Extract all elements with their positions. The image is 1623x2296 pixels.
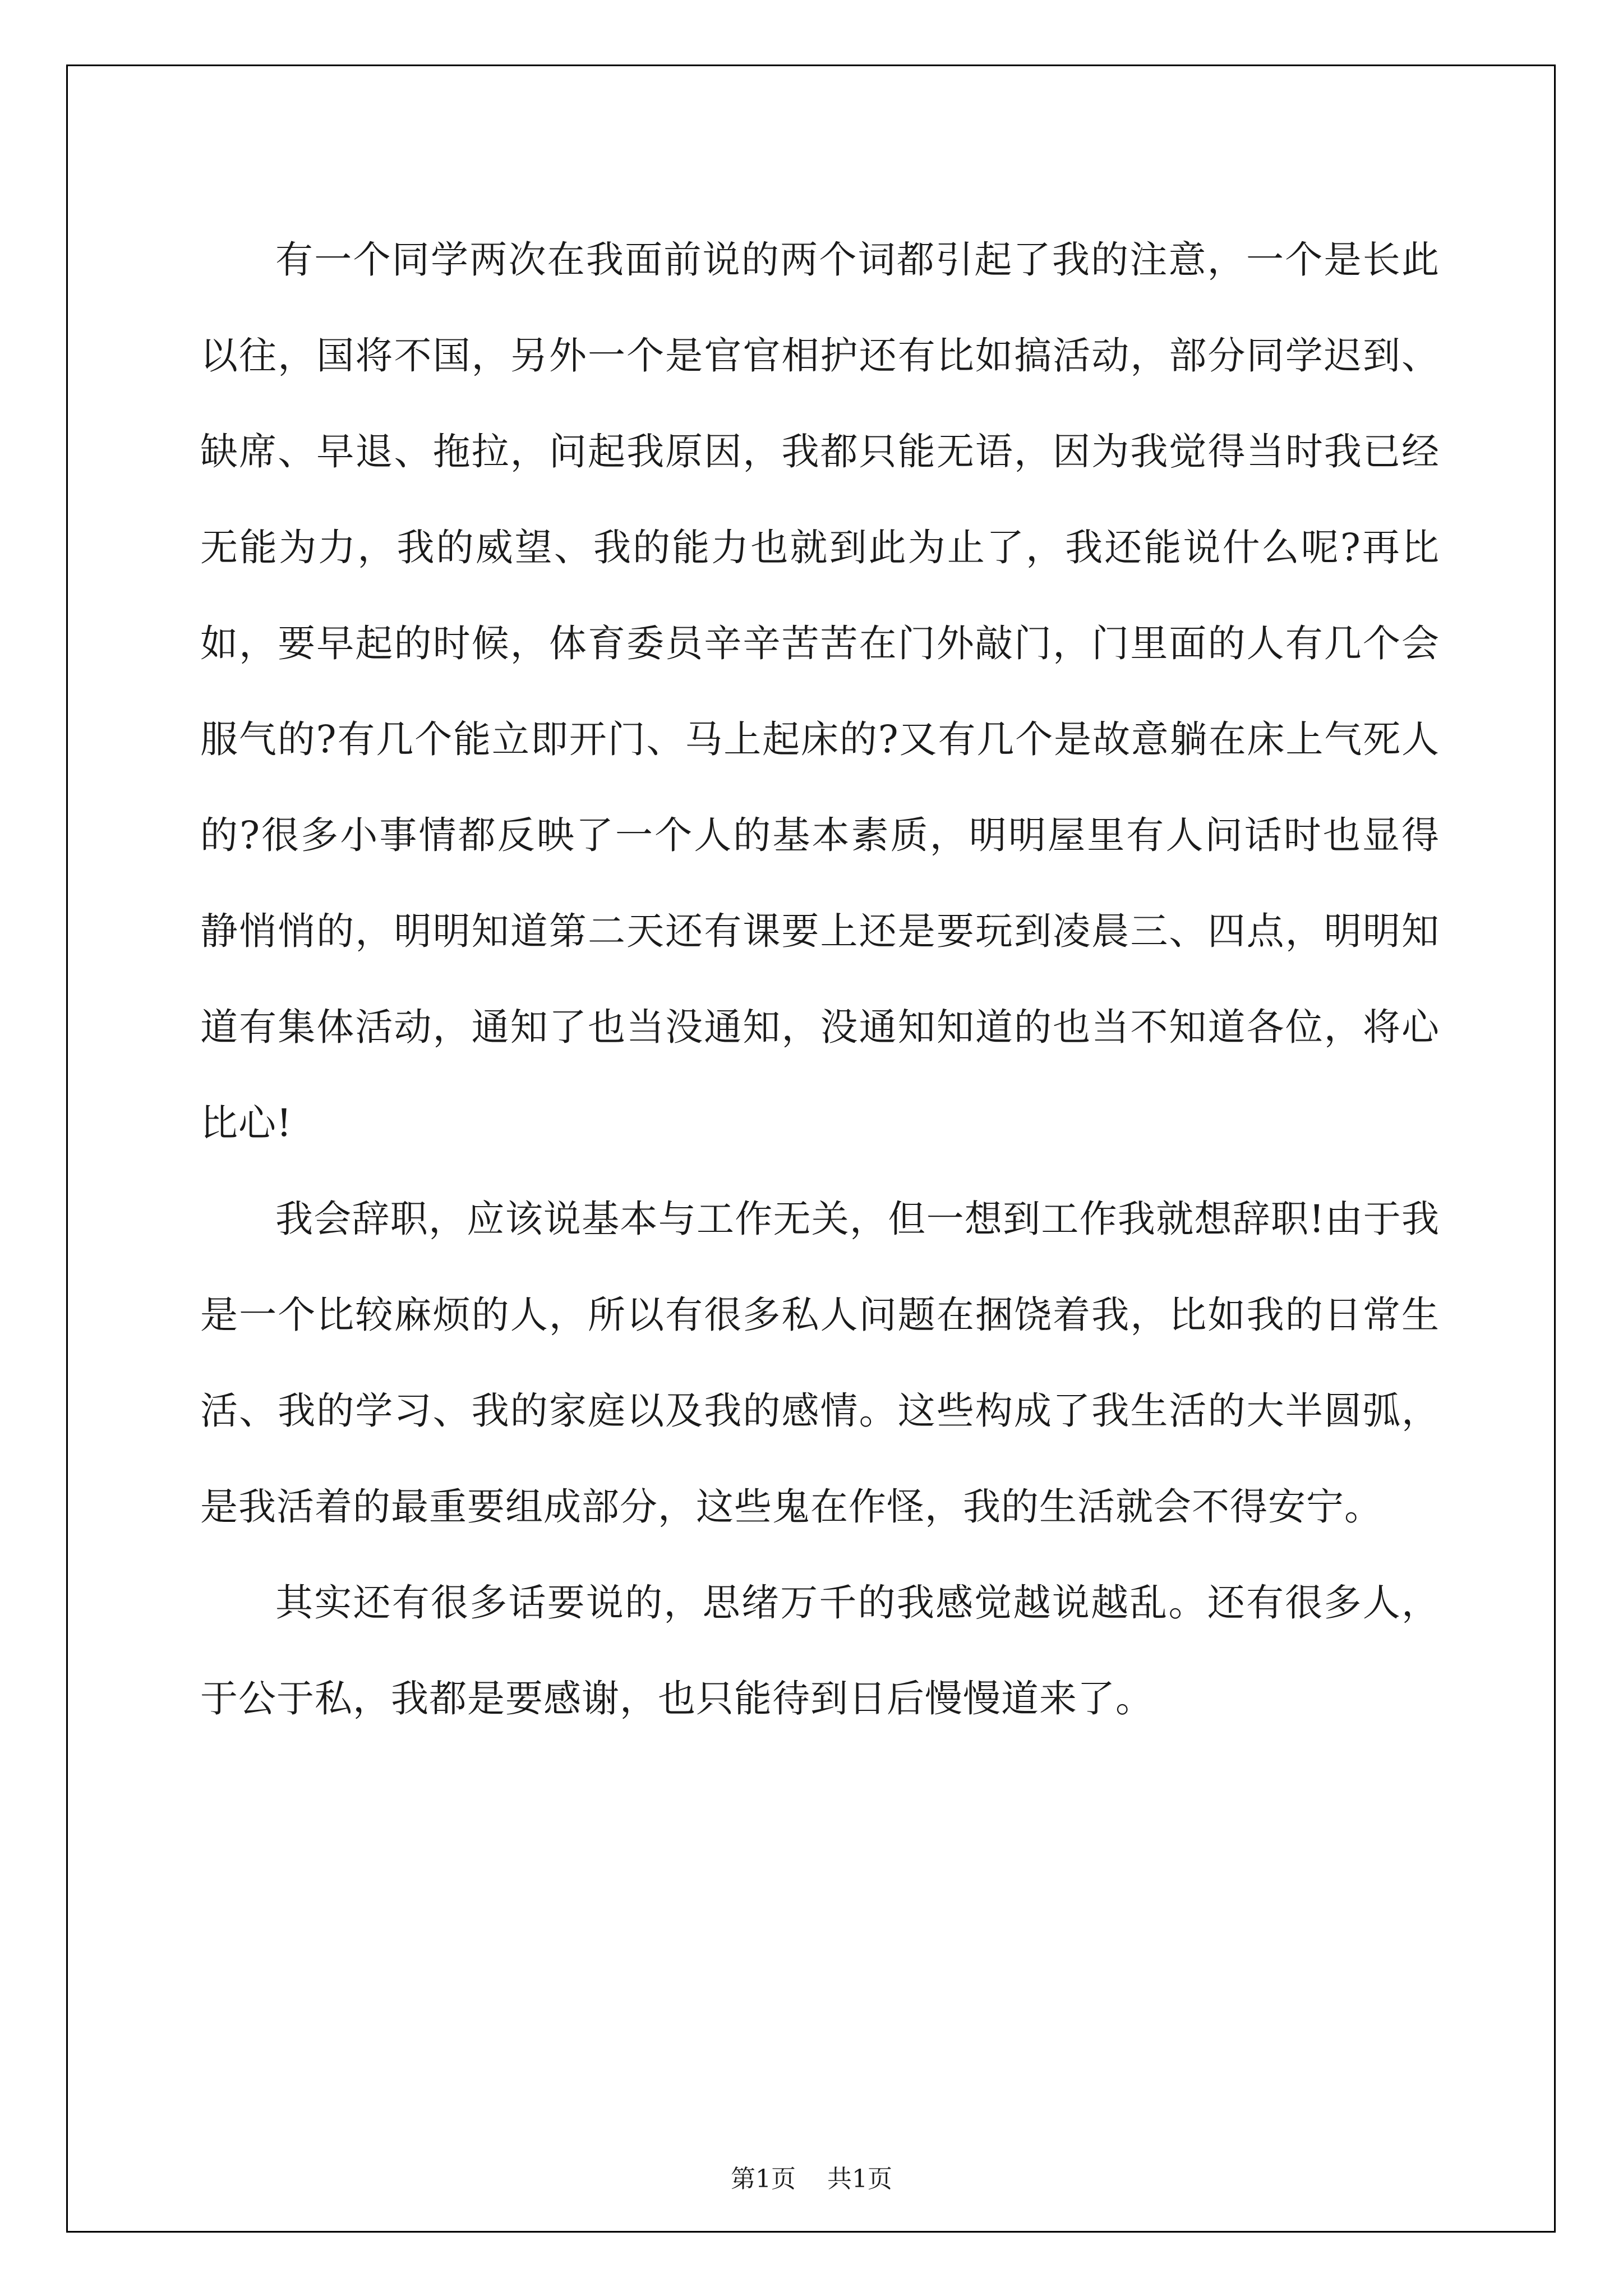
paragraph-1: 有一个同学两次在我面前说的两个词都引起了我的注意，一个是长此以往，国将不国，另外一个是官官相护还有比如搞活动，部分同学迟到、缺席、早退、拖拉，问起我原因，我都只能无语，因为我觉得当时我已经无能为力，我的威望、我的能力也就到此为止了，我还能说什么呢?再比如，要早起的时候，体育委员辛辛苦苦在门外敲门，门里面的人有几个会服气的?有几个能立即开门、马上起床的?又有几个是故意躺在床上气死人的?很多小事情都反映了一个人的基本素质，明明屋里有人问话时也显得静悄悄的，明明知道第二天还有课要上还是要玩到凌晨三、四点，明明知道有集体活动，通知了也当没通知，没通知知道的也当不知道各位，将心比心! [200,238,1440,1145]
document-body [200,212,1440,1747]
page-number: 第1页 [731,2165,796,2193]
page-footer [0,2159,1623,2194]
page-total: 共1页 [827,2165,892,2193]
paragraph-3: 其实还有很多话要说的，思绪万千的我感觉越说越乱。还有很多人，于公于私，我都是要感谢，也只能待到日后慢慢道来了。 [200,1581,1440,1720]
paragraph-2: 我会辞职，应该说基本与工作无关，但一想到工作我就想辞职!由于我是一个比较麻烦的人，所以有很多私人问题在捆饶着我，比如我的日常生活、我的学习、我的家庭以及我的感情。这些构成了我生活的大半圆弧，是我活着的最重要组成部分，这些鬼在作怪，我的生活就会不得安宁。 [200,1197,1440,1529]
